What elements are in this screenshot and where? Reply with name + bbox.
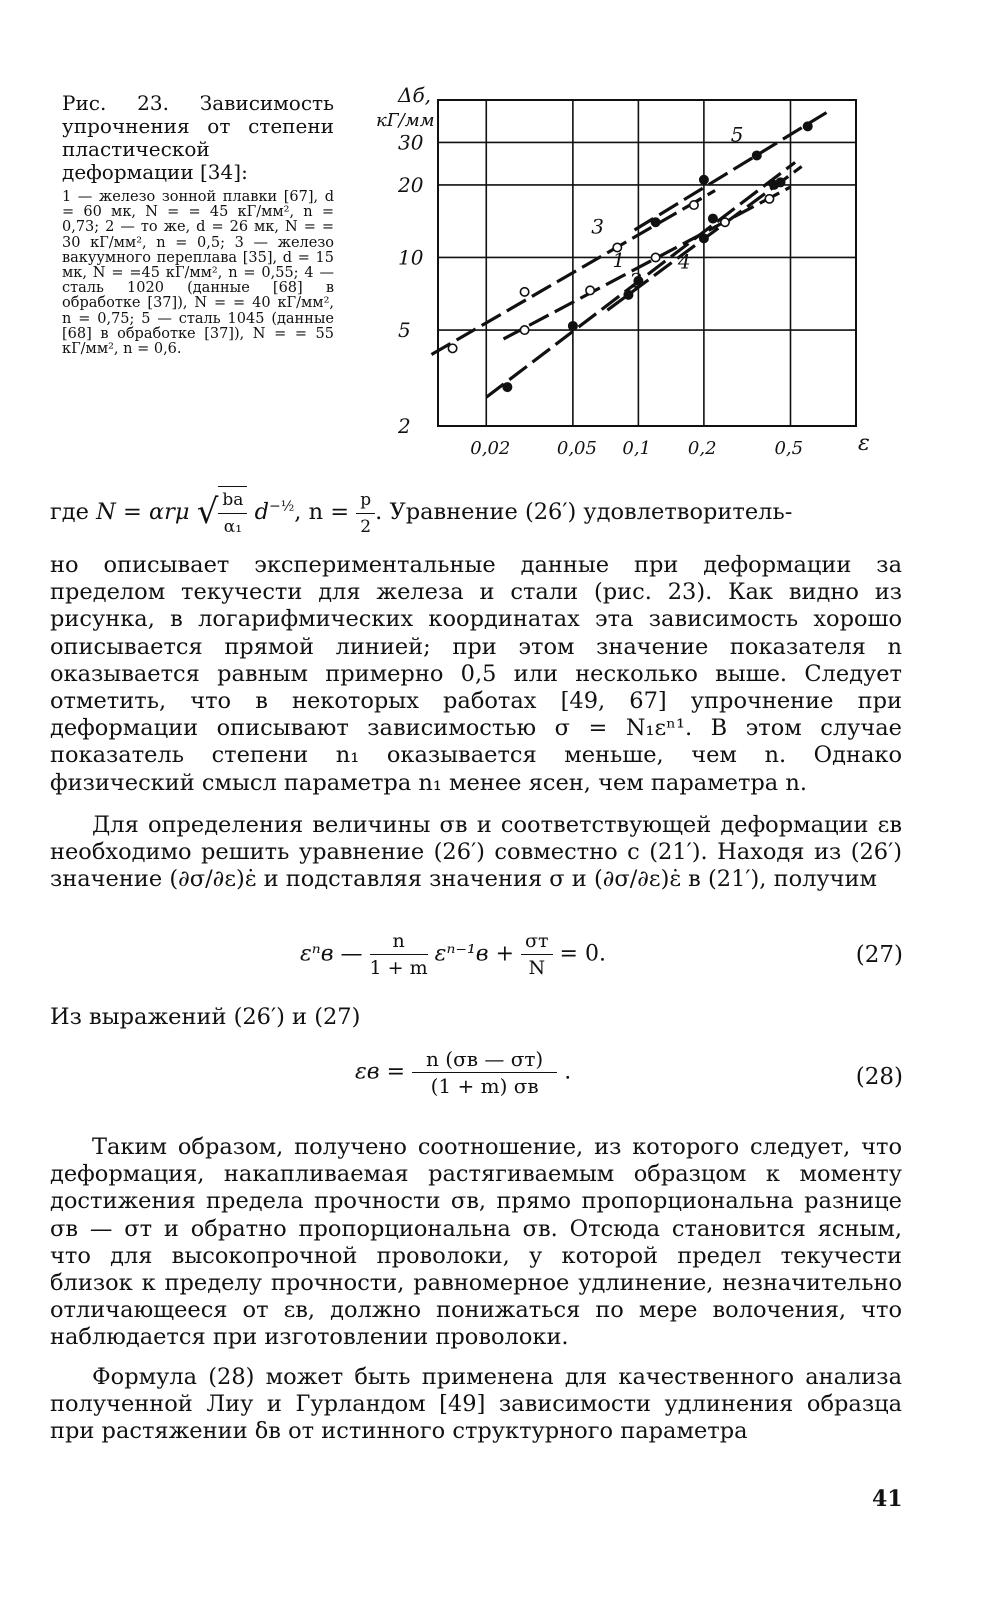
- paragraph-2: Для определения величины σв и соответствующей деформации εв необходимо решить уравнение (26′) совместно с (21′). Находя из (26′) значение (∂σ/∂ε)ε̇ и подставляя значения σ и (∂σ/∂ε)ε̇ в (21′), получим: [50, 812, 902, 893]
- page-number: 41: [872, 1486, 903, 1512]
- y-tick-label: 20: [398, 172, 424, 197]
- chart-lines: [431, 111, 828, 397]
- curve-label: 1: [612, 247, 626, 272]
- data-point-series-2: [765, 195, 773, 203]
- text-fragment: где: [50, 499, 89, 525]
- eq28-number: (28): [855, 1064, 903, 1090]
- data-point-series-1: [709, 214, 717, 222]
- data-point-series-5: [651, 218, 659, 226]
- paragraph-4: Таким образом, получено соотношение, из которого следует, что деформация, накапливаемая растягиваемым образцом к моменту достижения предела прочности σв, прямо пропорциональна разнице σв — σт и обратно пропорциональна σв. Отсюда становится ясным, что для высокопрочной проволоки, у которой предел текучести близок к пределу прочности, равномерное удлинение, незначительно отличающееся от εв, должно понижаться по мере волочения, что наблюдается при изготовлении проволоки.: [50, 1134, 902, 1351]
- x-tick-label: 0,1: [622, 438, 652, 459]
- eq26-n: , n =: [294, 499, 350, 525]
- caption-legend: 1 — железо зонной плавки [67], d = 60 мк, N = = 45 кГ/мм², n = 0,73; 2 — то же, d = 26 мк, N = = 30 кГ/мм², n = 0,5; 3 — железо вакуумного переплава [35], d = 15 мк, N = =45 кГ/мм², n = 0,55; 4 — сталь 1020 (данные [68] в обработке [37]), N = = 40 кГ/мм², n = 0,75; 5 — сталь 1045 (данные [68] в обработке [37]), N = = 55 кГ/мм², n = 0,6.: [62, 189, 334, 358]
- data-point-series-2: [586, 286, 594, 294]
- sqrt-icon: √: [196, 492, 219, 532]
- y-axis-label-2: кГ/мм: [376, 110, 435, 131]
- data-point-series-5: [700, 176, 708, 184]
- data-point-series-5: [804, 122, 812, 130]
- eq26-line: [50, 486, 902, 546]
- series-line-2: [504, 187, 791, 339]
- equation-27: εⁿв — $\frac{n}{1 + m}$ εⁿ⁻¹в + $\frac{\sigma т}{N}$ = 0.: [300, 930, 606, 979]
- eq26-d: d: [254, 499, 269, 525]
- figure-chart: [368, 80, 888, 480]
- data-point-series-3: [448, 344, 456, 352]
- data-point-series-5: [753, 151, 761, 159]
- eq26-exp: −½: [268, 498, 295, 515]
- y-tick-label: 10: [398, 245, 424, 270]
- paragraph-5: Формула (28) может быть применена для качественного анализа полученной Лиу и Гурландом [49] зависимости удлинения образца при растяжении δв от истинного структурного параметра: [50, 1364, 902, 1445]
- paragraph-3: Из выражений (26′) и (27): [50, 1004, 361, 1030]
- x-axis-label: ε: [858, 431, 870, 456]
- data-point-series-4: [776, 178, 784, 186]
- curve-label: 5: [730, 122, 744, 147]
- x-tick-label: 0,5: [774, 438, 804, 459]
- text-fragment: . Уравнение (26′) удовлетворитель-: [375, 499, 793, 525]
- y-axis-label-1: Δб,: [398, 83, 432, 107]
- x-tick-label: 0,02: [470, 438, 511, 459]
- x-tick-label: 0,2: [687, 438, 717, 459]
- eq26-root-frac: $\frac{ba}{\text{α₁}}$: [218, 486, 247, 540]
- y-tick-label: 5: [398, 318, 411, 343]
- eq27-number: (27): [855, 942, 903, 968]
- data-point-series-3: [520, 288, 528, 296]
- y-tick-labels: [397, 130, 424, 438]
- y-tick-label: 2: [398, 414, 411, 438]
- figure-caption: [62, 92, 334, 357]
- data-point-series-2: [721, 218, 729, 226]
- eq26-n-frac: $\frac{p}{2}$: [356, 487, 375, 540]
- curve-label: 4: [677, 249, 691, 274]
- y-tick-label: 30: [398, 130, 424, 155]
- x-tick-labels: [470, 438, 803, 459]
- caption-title: Рис. 23. Зависимость упрочнения от степени пластической деформации [34]:: [62, 91, 334, 184]
- data-point-series-4: [700, 234, 708, 242]
- curve-label: 2: [629, 268, 643, 293]
- data-point-series-2: [520, 326, 528, 334]
- data-point-series-1: [569, 322, 577, 330]
- equation-28: εв = $\frac{n (\sigma в — \sigma т)}{(1 + m) \sigma в}$ .: [355, 1047, 572, 1098]
- x-tick-label: 0,05: [556, 438, 597, 459]
- paragraph-1: но описывает экспериментальные данные при деформации за пределом текучести для железа и стали (рис. 23). Как видно из рисунка, в логарифмических координатах эта зависимость хорошо описывается прямой линией; при этом значение показателя n оказывается равным примерно 0,5 или несколько выше. Следует отметить, что в некоторых работах [49, 67] упрочнение при деформации описывают зависимостью σ = N₁εⁿ¹. В этом случае показатель степени n₁ оказывается меньше, чем n. Однако физический смысл параметра n₁ менее ясен, чем параметра n.: [50, 552, 902, 796]
- eq26-N: N = αrμ: [96, 499, 190, 525]
- data-point-series-1: [503, 383, 511, 391]
- data-point-series-2: [651, 253, 659, 261]
- data-point-series-3: [690, 201, 698, 209]
- curve-label: 3: [591, 214, 605, 239]
